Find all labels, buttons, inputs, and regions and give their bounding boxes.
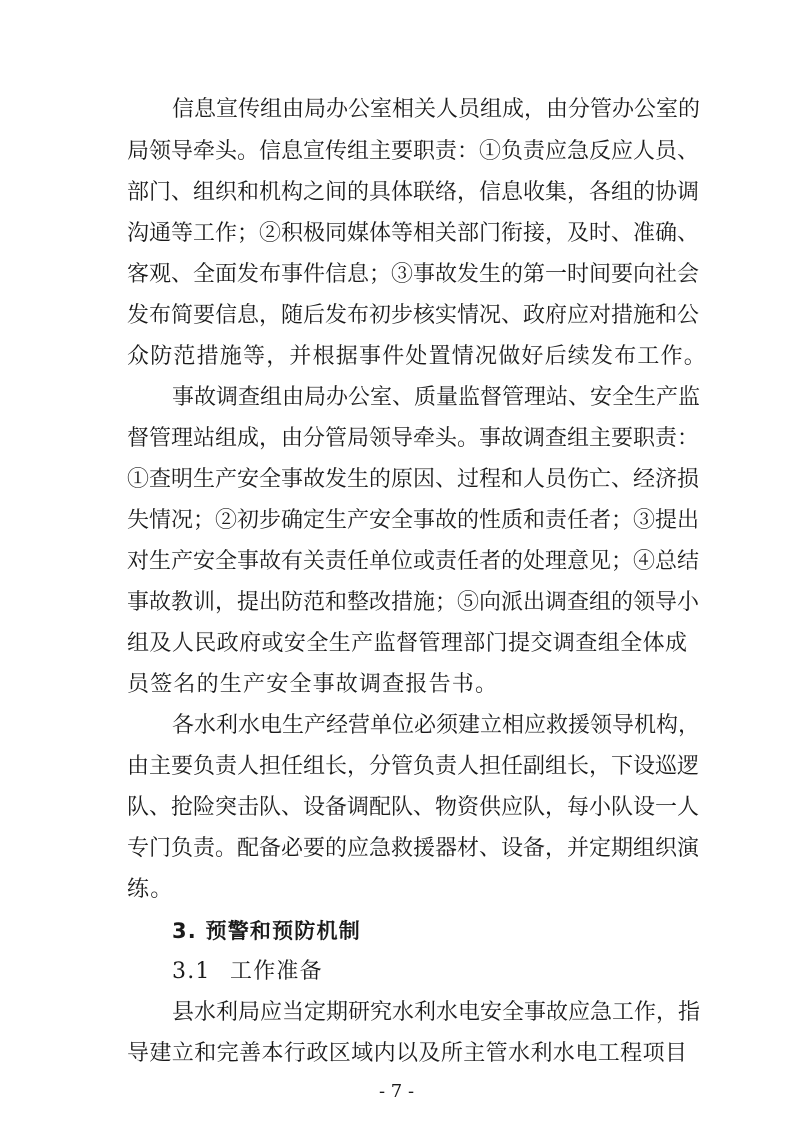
subsection-title: 工作准备 — [230, 959, 323, 984]
text-line: 各水利水电生产经营单位必须建立相应救援领导机构， — [172, 713, 701, 738]
text-line: 县水利局应当定期研究水利水电安全事故应急工作，指 — [172, 1000, 701, 1025]
text-line: 导建立和完善本行政区域内以及所主管水利水电工程项目 — [127, 1041, 687, 1066]
text-line: 客观、全面发布事件信息；③事故发生的第一时间要向社会 — [127, 262, 700, 287]
page-number: - 7 - — [378, 1081, 415, 1102]
text-line: 事故教训，提出防范和整改措施；⑤向派出调查组的领导小 — [127, 590, 700, 615]
text-line: 员签名的生产安全事故调查报告书。 — [127, 672, 499, 697]
text-line: 事故调查组由局办公室、质量监督管理站、安全生产监 — [172, 385, 701, 410]
text-line: 众防范措施等，并根据事件处置情况做好后续发布工作。 — [127, 344, 708, 369]
subsection-number: 3.1 — [172, 959, 211, 984]
text-line: 局领导牵头。信息宣传组主要职责：①负责应急反应人员、 — [127, 139, 700, 164]
text-line: 组及人民政府或安全生产监督管理部门提交调查组全体成 — [127, 631, 687, 656]
text-line: ①查明生产安全事故发生的原因、过程和人员伤亡、经济损 — [127, 467, 700, 492]
text-line: 专门负责。配备必要的应急救援器材、设备，并定期组织演 — [127, 836, 700, 861]
text-line: 对生产安全事故有关责任单位或责任者的处理意见；④总结 — [127, 549, 700, 574]
text-line: 失情况；②初步确定生产安全事故的性质和责任者；③提出 — [127, 508, 700, 533]
subsection-heading — [172, 956, 687, 988]
text-line: 由主要负责人担任组长，分管负责人担任副组长，下设巡逻 — [127, 754, 700, 779]
text-line: 发布简要信息，随后发布初步核实情况、政府应对措施和公 — [127, 303, 700, 328]
text-line: 队、抢险突击队、设备调配队、物资供应队，每小队设一人 — [127, 795, 700, 820]
section-heading: 3. 预警和预防机制 — [172, 919, 361, 943]
text-line: 信息宣传组由局办公室相关人员组成，由分管办公室的 — [172, 97, 701, 122]
text-line: 督管理站组成，由分管局领导牵头。事故调查组主要职责： — [127, 426, 700, 451]
text-line: 部门、组织和机构之间的具体联络，信息收集，各组的协调 — [127, 180, 700, 205]
text-line: 练。 — [127, 877, 174, 902]
text-line: 沟通等工作；②积极同媒体等相关部门衔接，及时、准确、 — [127, 221, 700, 246]
